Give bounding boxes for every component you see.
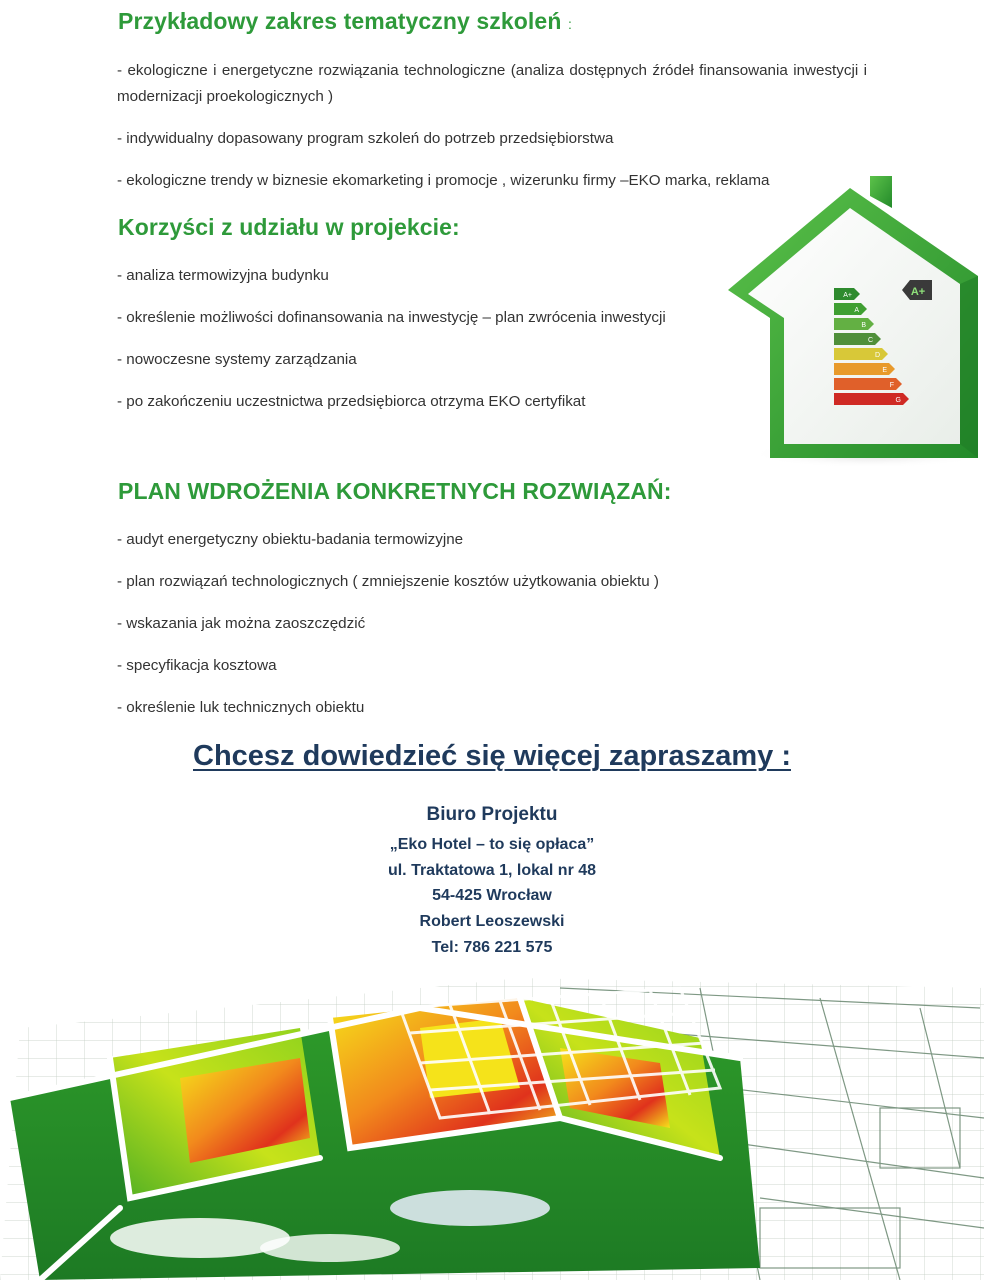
rating-badge-label: A+: [910, 286, 926, 298]
list-item: - wskazania jak można zaoszczędzić: [117, 615, 366, 632]
house-chimney: [870, 176, 892, 208]
list-item: - ekologiczne i energetyczne rozwiązania technologiczne (analiza dostępnych źródeł finansowania inwestycji i modernizacji proekologicznych ): [117, 62, 867, 105]
list-item: - nowoczesne systemy zarządzania: [117, 351, 357, 368]
energy-bar-label: A: [854, 307, 859, 314]
list-item: - ekologiczne trendy w biznesie ekomarketing i promocje , wizerunku firmy –EKO marka, reklama: [117, 172, 770, 189]
energy-bar: [834, 303, 867, 315]
list-item: - określenie możliwości dofinansowania na inwestycję – plan zwrócenia inwestycji: [117, 309, 666, 326]
contact-city: 54-425 Wrocław: [432, 887, 552, 904]
thermal-building-illustration: [0, 968, 984, 1280]
energy-bar-label: B: [861, 322, 866, 329]
energy-bar-label: C: [867, 337, 873, 344]
contact-phone: Tel: 786 221 575: [431, 939, 553, 956]
section-title-benefits: Korzyści z udziału w projekcie:: [118, 214, 460, 240]
call-to-action-heading: Chcesz dowiedzieć się więcej zapraszamy :: [193, 740, 791, 772]
energy-bar: [834, 333, 881, 345]
energy-bar: [834, 318, 874, 330]
contact-person: Robert Leoszewski: [419, 913, 565, 930]
section-title-implementation-plan: PLAN WDROŻENIA KONKRETNYCH ROZWIĄZAŃ:: [118, 478, 672, 504]
list-item: - analiza termowizyjna budynku: [117, 267, 329, 284]
energy-bar-label: E: [882, 367, 887, 374]
energy-house-icon: [720, 168, 982, 468]
list-item: - audyt energetyczny obiektu-badania termowizyjne: [117, 531, 464, 548]
energy-bar-label: D: [874, 352, 880, 359]
section-title-training-scope: Przykładowy zakres tematyczny szkoleń :: [118, 8, 572, 34]
contact-office: Biuro Projektu: [426, 804, 558, 825]
list-item: - po zakończeniu uczestnictwa przedsiębiorca otrzyma EKO certyfikat: [117, 393, 586, 410]
list-item: - określenie luk technicznych obiektu: [117, 699, 365, 716]
list-item: - specyfikacja kosztowa: [117, 657, 277, 674]
house-side: [960, 276, 978, 458]
energy-bar-label: F: [889, 382, 894, 389]
list-item: - indywidualny dopasowany program szkoleń do potrzeb przedsiębiorstwa: [117, 130, 614, 147]
contact-project: „Eko Hotel – to się opłaca”: [389, 836, 595, 853]
contact-street: ul. Traktatowa 1, lokal nr 48: [387, 862, 597, 879]
energy-bar-label: G: [895, 397, 901, 404]
list-item: - plan rozwiązań technologicznych ( zmniejszenie kosztów użytkowania obiektu ): [117, 573, 659, 590]
energy-bar-label: A+: [843, 292, 852, 299]
